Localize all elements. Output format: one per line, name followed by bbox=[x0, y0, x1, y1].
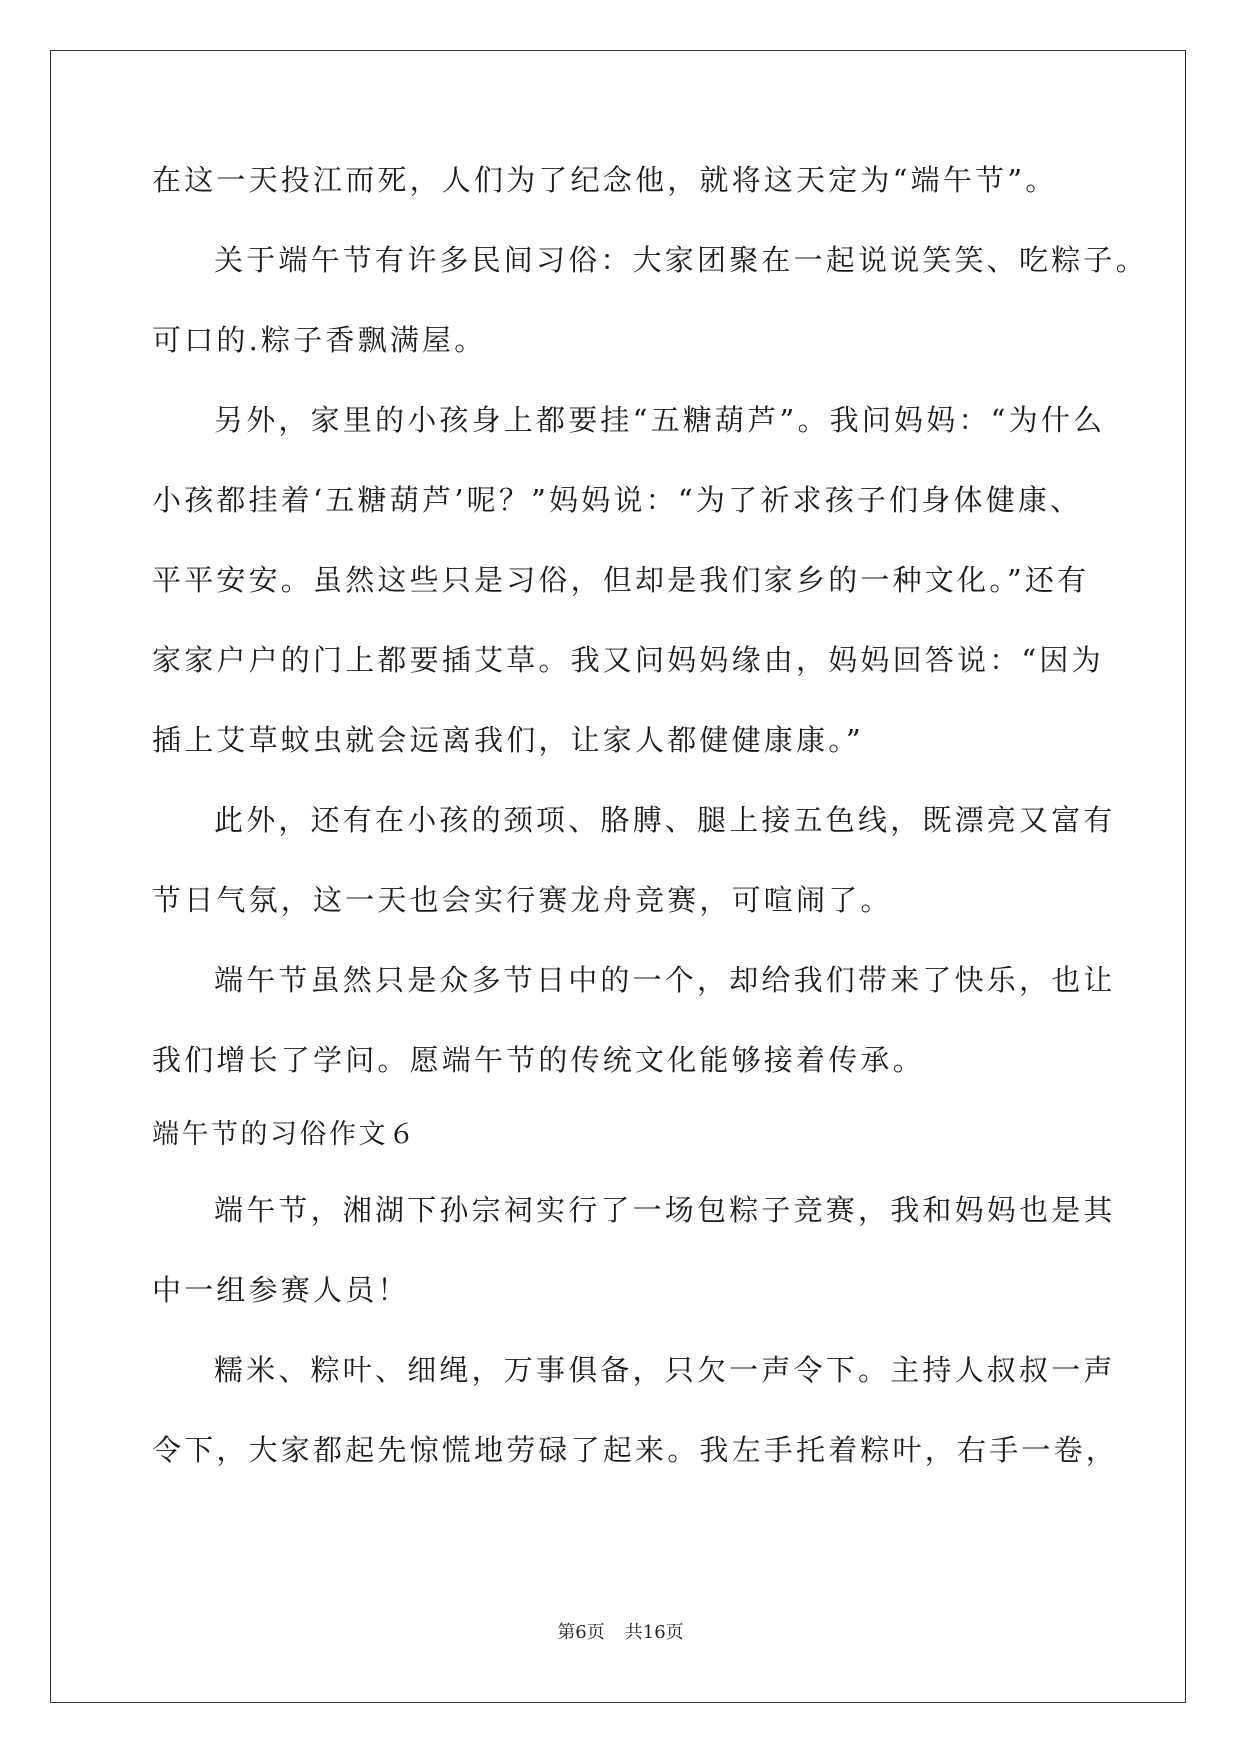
text-line: 令下，大家都起先惊慌地劳碌了起来。我左手托着粽叶，右手一卷， bbox=[152, 1433, 1119, 1467]
text-line: 可口的.粽子香飘满屋。 bbox=[152, 323, 487, 357]
text-line: 节日气氛，这一天也会实行赛龙舟竞赛，可喧闹了。 bbox=[152, 883, 893, 917]
paragraph-start-line: 关于端午节有许多民间习俗：大家团聚在一起说说笑笑、吃粽子。 bbox=[214, 243, 1148, 277]
text-line: 平平安安。虽然这些只是习俗，但却是我们家乡的一种文化。”还有 bbox=[152, 563, 1090, 597]
text-line: 家家户户的门上都要插艾草。我又问妈妈缘由，妈妈回答说：“因为 bbox=[152, 643, 1104, 677]
page-number: 第6页 bbox=[557, 1622, 605, 1643]
page-footer bbox=[0, 1618, 1241, 1644]
text-line: 我们增长了学问。愿端午节的传统文化能够接着传承。 bbox=[152, 1043, 925, 1077]
text-line: 插上艾草蚊虫就会远离我们，让家人都健健康康。” bbox=[152, 723, 864, 757]
paragraph-start-line: 端午节，湘湖下孙宗祠实行了一场包粽子竞赛，我和妈妈也是其 bbox=[214, 1193, 1116, 1227]
paragraph-start-line: 端午节虽然只是众多节日中的一个，却给我们带来了快乐，也让 bbox=[214, 963, 1116, 997]
section-heading: 端午节的习俗作文６ bbox=[152, 1119, 418, 1150]
text-line: 中一组参赛人员！ bbox=[152, 1273, 410, 1307]
text-line: 小孩都挂着‘五糖葫芦’呢？”妈妈说：“为了祈求孩子们身体健康、 bbox=[152, 483, 1083, 517]
page-total: 共16页 bbox=[624, 1622, 684, 1643]
paragraph-start-line: 另外，家里的小孩身上都要挂“五糖葫芦”。我问妈妈：“为什么 bbox=[214, 403, 1106, 437]
paragraph-start-line: 此外，还有在小孩的颈项、胳膊、腿上接五色线，既漂亮又富有 bbox=[214, 803, 1116, 837]
paragraph-start-line: 糯米、粽叶、细绳，万事俱备，只欠一声令下。主持人叔叔一声 bbox=[214, 1353, 1116, 1387]
text-line: 在这一天投江而死，人们为了纪念他，就将这天定为“端午节”。 bbox=[152, 163, 1058, 197]
